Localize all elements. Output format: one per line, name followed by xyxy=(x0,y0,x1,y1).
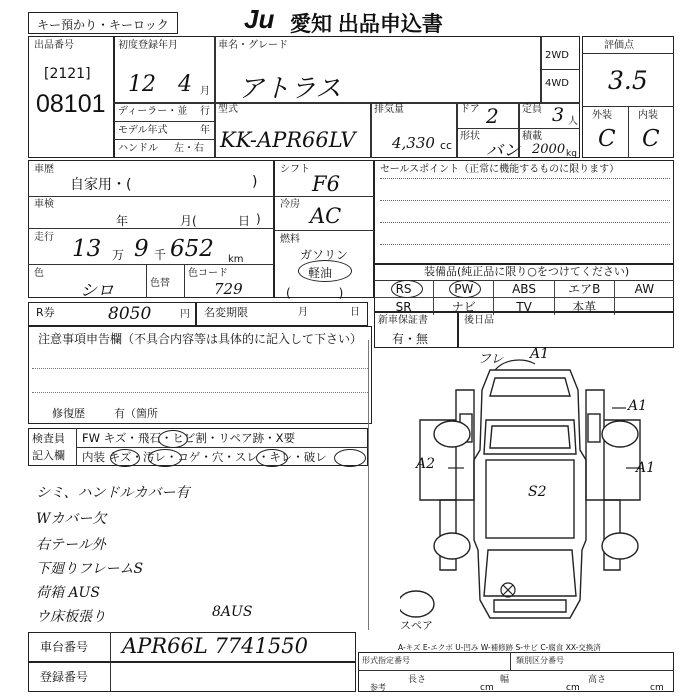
width-unit: cm xyxy=(566,683,580,693)
doors-value: 2 xyxy=(486,104,499,128)
warranty-opts: 有・無 xyxy=(392,332,429,346)
handle-opts: 左・右 xyxy=(174,143,204,154)
mileage-man: 13 xyxy=(72,236,102,262)
spare-label: スペア xyxy=(400,619,433,632)
interior-grade: C xyxy=(642,126,660,152)
note-8aus: 8AUS xyxy=(212,604,253,620)
height-label: 高さ xyxy=(588,675,607,685)
mark-a1-right-upper: A1 xyxy=(628,398,648,414)
cert-label: 形式指定番号 xyxy=(362,656,410,665)
mark-a1-top: A1 xyxy=(530,346,550,362)
repair-label: 修復歴 xyxy=(52,407,85,420)
note-line-4: 下廻りフレームS xyxy=(36,561,144,577)
lane-number: [2121] xyxy=(44,66,91,82)
registration-label: 登録番号 xyxy=(40,670,89,684)
load-label: 積載 xyxy=(522,131,542,142)
inspection-day: 日 xyxy=(238,214,251,228)
equip-tv[interactable]: TV xyxy=(494,298,554,316)
note-line-3: 右テール外 xyxy=(36,537,106,553)
equip-leather[interactable]: 本革 xyxy=(554,298,614,316)
shift-value: F6 xyxy=(312,172,340,196)
chassis-value: APR66L 7741550 xyxy=(122,634,308,658)
exterior-grade: C xyxy=(598,126,616,152)
key-badge xyxy=(28,12,178,34)
listing-label: 出品番号 xyxy=(34,40,74,51)
recycle-unit: 円 xyxy=(180,309,190,320)
dealer-suffix: 行 xyxy=(200,106,210,117)
dealer-label: ディーラー・並 xyxy=(118,106,188,117)
inspector-row-1: FW キズ・飛石・ヒビ割・リペア跡・X要 xyxy=(82,431,296,445)
sales-rule-4 xyxy=(380,244,670,245)
width-label: 幅 xyxy=(500,675,510,685)
shape-value: バン xyxy=(486,141,520,161)
wheel-front-right xyxy=(602,421,638,447)
inspection-month: 月( xyxy=(180,214,197,228)
stone-chip-circle xyxy=(158,430,188,448)
sales-rule-1 xyxy=(380,178,670,179)
history-value: 自家用・( xyxy=(70,177,132,193)
mileage-sen-unit: 千 xyxy=(154,248,167,262)
load-value: 2000 xyxy=(532,142,566,157)
fuel-gasoline: ガソリン xyxy=(300,248,349,262)
equipment-title: 装備品(純正品に限り○をつけてください) xyxy=(424,265,630,278)
model-name-label: 車名・グレード xyxy=(218,40,288,51)
rs-circle xyxy=(391,280,423,298)
displacement-value: 4,330 xyxy=(392,134,435,152)
notes-rule-2 xyxy=(32,392,368,393)
equip-abs[interactable]: ABS xyxy=(494,280,554,298)
color-value: シロ xyxy=(80,281,114,301)
rear-panel xyxy=(484,550,576,596)
displacement-unit: cc xyxy=(440,139,453,152)
equip-navi[interactable]: ナビ xyxy=(434,298,494,316)
shift-label: シフト xyxy=(280,164,310,175)
color-change-label: 色替 xyxy=(150,278,170,289)
chassis-label: 車台番号 xyxy=(40,640,89,654)
ac-label: 冷房 xyxy=(280,199,300,210)
note-line-5: 荷箱 AUS xyxy=(36,585,100,601)
color-label: 色 xyxy=(34,268,44,279)
load-unit: kg xyxy=(566,149,577,159)
inspector-row-2: 内装 キズ・汚レ・コゲ・穴・スレ・キレ・破レ xyxy=(82,450,327,464)
fuel-label: 燃料 xyxy=(280,234,300,245)
tear-circle xyxy=(334,449,366,467)
class-label: 類別区分番号 xyxy=(516,656,564,665)
truck-cab xyxy=(484,420,576,454)
inspection-label: 車検 xyxy=(34,199,54,210)
equip-aw[interactable]: AW xyxy=(614,280,674,298)
mileage-sen: 9 xyxy=(134,236,149,262)
mark-fure: フレ xyxy=(478,352,504,367)
seats-label: 定員 xyxy=(522,104,542,115)
score-label: 評価点 xyxy=(604,40,634,51)
sales-rule-2 xyxy=(380,200,670,201)
ac-value: AC xyxy=(310,204,342,228)
model-year-suffix: 年 xyxy=(200,125,210,136)
length-label: 長さ xyxy=(408,675,427,685)
notes-rule-1 xyxy=(32,368,368,369)
mileage-label: 走行 xyxy=(34,232,54,243)
note-line-2: Wカバー欠 xyxy=(36,511,107,527)
note-line-1: シミ、ハンドルカバー有 xyxy=(36,485,190,501)
title-text: 愛知 出品申込書 xyxy=(290,13,443,36)
first-reg-month-unit: 月 xyxy=(200,86,210,97)
model-code-value: KK-APR66LV xyxy=(220,128,356,152)
name-change-day: 日 xyxy=(350,307,360,318)
model-name-value: アトラス xyxy=(238,74,342,104)
shape-label: 形状 xyxy=(460,131,480,142)
wheel-front-left xyxy=(434,421,470,447)
later-label: 後日品 xyxy=(464,315,494,326)
drive-2wd: 2WD xyxy=(545,50,569,61)
model-code-label: 型式 xyxy=(218,104,238,115)
sales-point-label: セールスポイント（正常に機能するものに限ります） xyxy=(380,164,620,175)
scratch-circle xyxy=(110,449,140,467)
sales-rule-3 xyxy=(380,222,670,223)
spare-wheel xyxy=(400,591,434,617)
drive-4wd: 4WD xyxy=(545,78,569,89)
mark-a1-right-lower: A1 xyxy=(636,460,656,476)
name-change-label: 名変期限 xyxy=(204,306,248,319)
equip-pw[interactable]: PW xyxy=(434,280,494,298)
ref-label: 参考 xyxy=(370,683,386,692)
listing-number: 08101 xyxy=(36,90,106,118)
history-close: ) xyxy=(252,174,258,190)
repair-opt: 有（箇所 xyxy=(114,407,158,420)
handle-label: ハンドル xyxy=(118,143,158,154)
ju-logo: Ju xyxy=(244,4,275,34)
diesel-circle xyxy=(298,260,352,282)
name-change-month: 月 xyxy=(298,307,308,318)
wheel-rear-left xyxy=(434,533,470,559)
damage-legend: A-キズ E-エクボ U-凹み W-補修跡 S-サビ C-腐食 XX-交換済 xyxy=(398,643,601,652)
first-reg-year: 12 xyxy=(128,72,156,97)
seats-unit: 人 xyxy=(568,116,578,127)
mileage-man-unit: 万 xyxy=(112,248,125,262)
truck-windshield xyxy=(490,426,570,448)
exterior-label: 外装 xyxy=(592,110,612,121)
height-unit: cm xyxy=(650,683,664,693)
inspector-label-2: 記入欄 xyxy=(32,449,65,462)
inspector-label: 検査員 xyxy=(32,432,65,445)
color-code-label: 色コード xyxy=(188,268,228,279)
doors-label: ドア xyxy=(460,104,480,115)
displacement-label: 排気量 xyxy=(374,104,404,115)
truck-roof xyxy=(490,378,570,396)
pw-circle xyxy=(449,280,481,298)
recycle-value: 8050 xyxy=(108,304,152,324)
bumper xyxy=(494,600,566,612)
model-year-label: モデル年式 xyxy=(118,125,168,136)
first-reg-month: 4 xyxy=(178,72,192,97)
mileage-rest: 652 xyxy=(170,236,214,262)
inspection-year: 年 xyxy=(116,214,129,228)
score-value: 3.5 xyxy=(608,66,648,95)
recycle-label: R券 xyxy=(36,306,55,319)
equip-sr[interactable]: SR xyxy=(374,298,434,316)
mark-x xyxy=(503,585,513,595)
warranty-label: 新車保証書 xyxy=(378,315,428,326)
mileage-unit: km xyxy=(228,254,244,265)
equip-rs[interactable]: RS xyxy=(374,280,434,298)
fuel-diesel: 軽油 xyxy=(308,266,333,280)
mark-s2: S2 xyxy=(528,484,547,500)
wheel-rear-right xyxy=(602,533,638,559)
mark-a2-left: A2 xyxy=(416,456,436,472)
equip-airbag[interactable]: エアB xyxy=(554,280,614,298)
dirt-circle xyxy=(148,449,182,467)
key-badge-text: キー預かり・キーロック xyxy=(37,18,169,32)
mirror-right xyxy=(588,414,600,442)
inspection-close: ) xyxy=(256,212,261,226)
notes-title: 注意事項申告欄（不具合内容等は具体的に記入して下さい） xyxy=(38,332,363,346)
fuel-other: ( ) xyxy=(286,286,344,300)
seats-value: 3 xyxy=(552,104,565,126)
interior-label: 内装 xyxy=(638,110,658,121)
history-label: 車歴 xyxy=(34,164,54,175)
length-unit: cm xyxy=(480,683,494,693)
first-reg-label: 初度登録年月 xyxy=(118,40,178,51)
note-line-6: ウ床板張り xyxy=(36,609,106,625)
wear-circle xyxy=(256,449,288,467)
color-code-value: 729 xyxy=(214,280,243,298)
